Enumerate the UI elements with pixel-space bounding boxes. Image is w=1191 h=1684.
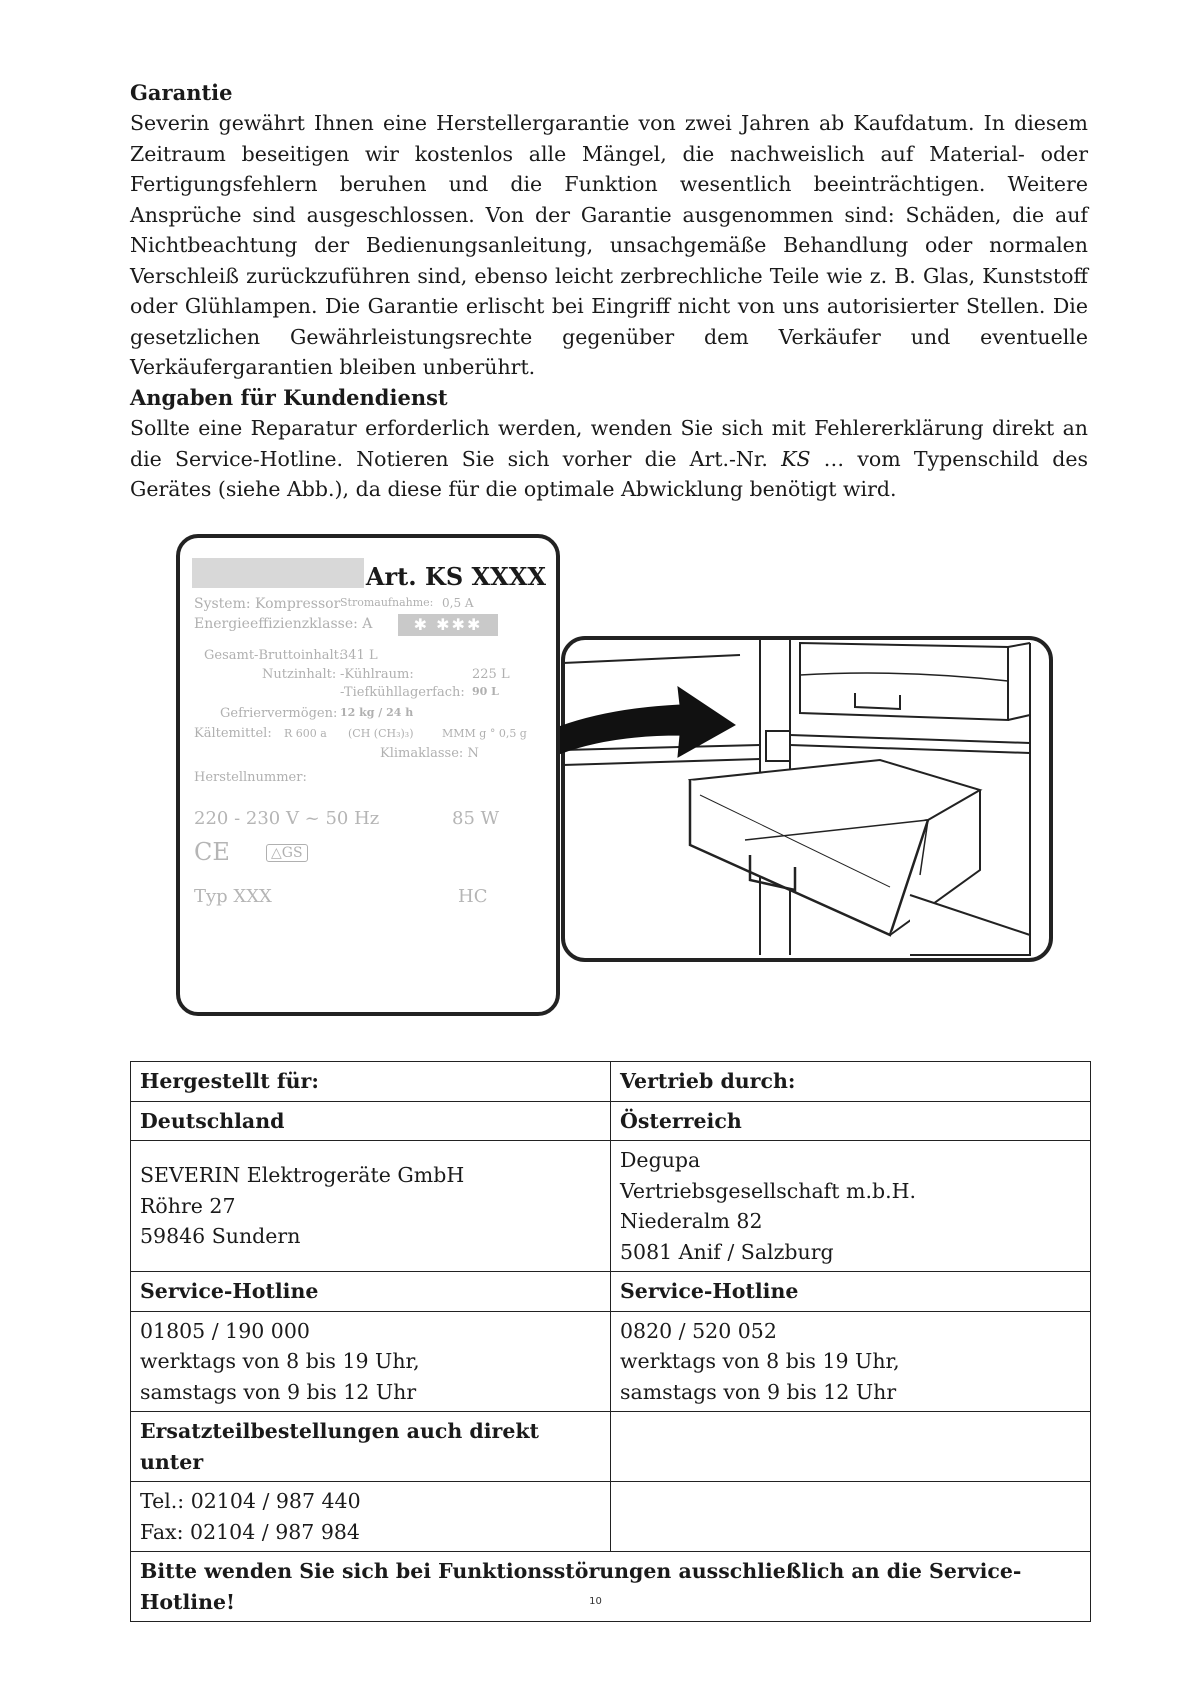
empty-cell [611,1412,1091,1482]
footer-note: Bitte wenden Sie sich bei Funktionsstörungen ausschließlich an die Service-Hotline! [131,1552,1091,1622]
hotline-details-at: 0820 / 520 052 werktags von 8 bis 19 Uhr, samstags von 9 bis 12 Uhr [611,1311,1091,1412]
plate-kaelte-wert: R 600 a [284,727,327,740]
plate-mmm: MMM g ° 0,5 g [442,727,527,740]
hotline-label-at: Service-Hotline [611,1272,1091,1312]
garantie-section [130,78,1088,383]
table-row [131,1101,1091,1141]
plate-gesamt-wert: 341 L [340,648,378,663]
type-plate-illustration [176,534,560,1016]
address-austria: Degupa Vertriebsgesellschaft m.b.H. Niederalm 82 5081 Anif / Salzburg [611,1141,1091,1272]
garantie-heading: Garantie [130,80,233,105]
freezer-stars-icon: ✱ ✱✱✱ [398,614,498,636]
plate-volt: 220 - 230 V ~ 50 Hz [194,808,380,829]
ersatzteil-contact: Tel.: 02104 / 987 440 Fax: 02104 / 987 984 [131,1482,611,1552]
plate-gefrier: Gefriervermögen: [220,706,338,721]
hotline-details-de: 01805 / 190 000 werktags von 8 bis 19 Uhr, samstags von 9 bis 12 Uhr [131,1311,611,1412]
plate-system: System: Kompressor [194,596,341,612]
table-row [131,1141,1091,1272]
table-row [131,1311,1091,1412]
fridge-drawer-illustration [560,635,1055,965]
kundendienst-heading: Angaben für Kundendienst [130,385,448,410]
plate-hersteller: Herstellnummer: [194,770,307,785]
table-row [131,1062,1091,1102]
empty-cell [611,1482,1091,1552]
plate-energie: Energieeffizienzklasse: A [194,616,373,632]
plate-gesamt: Gesamt-Bruttoinhalt: [204,648,344,663]
contact-table [130,1061,1091,1622]
country-germany: Deutschland [131,1101,611,1141]
hotline-label-de: Service-Hotline [131,1272,611,1312]
plate-nutz: Nutzinhalt: [262,667,337,682]
garantie-text: Severin gewährt Ihnen eine Herstellergarantie von zwei Jahren ab Kaufdatum. In diesem Zeitraum beseitigen wir kostenlos alle Mängel, die nachweislich auf Material- oder Fertigungsfehlern beruhen und die Funktion wesentlich beeinträchtigen. Weitere Ansprüche sind ausgeschlossen. Von der Garantie ausgenommen sind: Schäden, die auf Nichtbeachtung der Bedienungsanleitung, unsachgemäße Behandlung oder normalen Verschleiß zurückzuführen sind, ebenso leicht zerbrechliche Teile wie z. B. Glas, Kunststoff oder Glühlampen. Die Garantie erlischt bei Eingriff nicht von uns autorisierter Stellen. Die gesetzlichen Gewährleistungsrechte gegenüber dem Verkäufer und eventuelle Verkäufergarantien bleiben unberührt. [130,111,1088,379]
ersatzteil-label: Ersatzteilbestellungen auch direkt unter [131,1412,611,1482]
plate-klima: Klimaklasse: N [380,746,479,761]
plate-gefrier-wert: 12 kg / 24 h [340,706,414,719]
plate-watt: 85 W [452,808,500,829]
table-row [131,1552,1091,1622]
plate-stromwert: 0,5 A [442,596,474,610]
kundendienst-text: Sollte eine Reparatur erforderlich werden, wenden Sie sich mit Fehlererklärung direkt an die Service-Hotline. Notieren Sie sich vorher die Art.-Nr. KS … vom Typenschild des Gerätes (siehe Abb.), da diese für die optimale Abwicklung benötigt wird. [130,416,1088,501]
vertrieb-durch-label: Vertrieb durch: [611,1062,1091,1102]
table-row [131,1412,1091,1482]
plate-hc: HC [458,886,488,907]
ce-mark-icon: CE [194,838,230,866]
page-number: 10 [589,1596,602,1607]
table-row [131,1482,1091,1552]
plate-kuehl: -Kühlraum: [340,667,414,682]
plate-tief-wert: 90 L [472,685,499,698]
plate-tief: -Tiefkühllagerfach: [340,685,465,700]
type-plate-art-number: Art. KS XXXX [365,562,546,591]
country-austria: Österreich [611,1101,1091,1141]
plate-kaelte: Kältemittel: [194,726,272,741]
type-plate-brand-bar [192,558,364,588]
hergestellt-fuer-label: Hergestellt für: [131,1062,611,1102]
table-row [131,1272,1091,1312]
plate-ch: (CH (CH₃)₃) [348,727,414,740]
plate-typ: Typ XXX [194,886,272,907]
address-germany: SEVERIN Elektrogeräte GmbH Röhre 27 59846 Sundern [131,1141,611,1272]
plate-kuehl-wert: 225 L [472,667,510,682]
gs-mark-icon: △GS [266,844,308,862]
plate-stromaufnahme: Stromaufnahme: [340,596,434,609]
kundendienst-section [130,383,1088,505]
